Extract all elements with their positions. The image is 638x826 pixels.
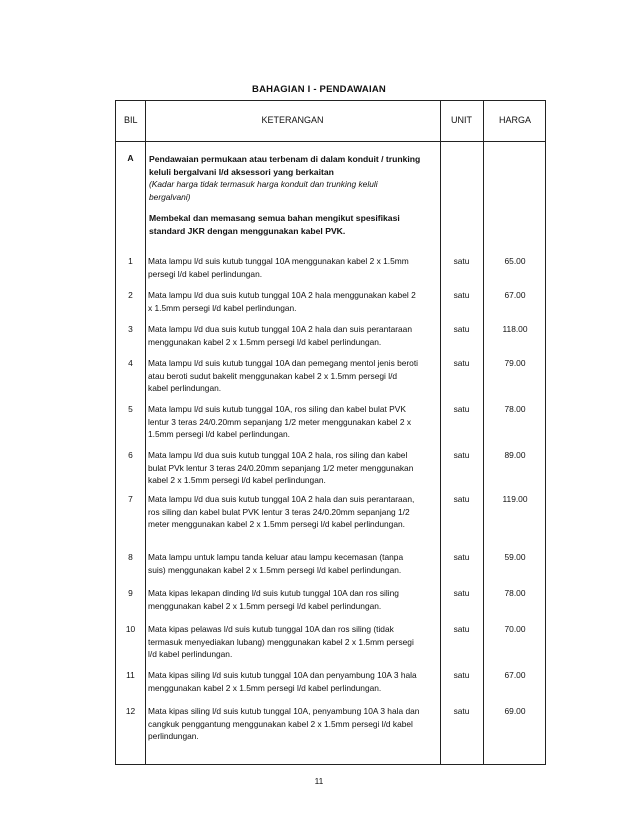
item-unit: satu xyxy=(453,706,470,716)
header-keterangan: KETERANGAN xyxy=(261,115,324,125)
description-line: x 1.5mm persegi l/d kabel perlindungan. xyxy=(148,302,297,313)
description-line: lentur 3 teras 24/0.20mm sepanjang 1/2 meter menggunakan kabel 2 x xyxy=(148,416,412,427)
description-line: persegi l/d kabel perlindungan. xyxy=(148,268,263,279)
item-unit: satu xyxy=(453,624,470,634)
item-number: 5 xyxy=(128,404,133,414)
description-line: perlindungan. xyxy=(148,731,199,741)
description-line: cangkuk penggantung menggunakan kabel 2 x 1.5mm persegi l/d kabel xyxy=(148,718,413,729)
section-note: (Kadar harga tidak termasuk harga konduit dan trunking keluli bergalvani) xyxy=(149,179,378,202)
description-line: bulat PVk lentur 3 teras 24/0.20mm sepanjang 1/2 meter menggunakan xyxy=(148,462,414,473)
item-description xyxy=(148,403,438,441)
item-unit: satu xyxy=(453,670,470,680)
description-line: Mata kipas siling l/d suis kutub tunggal 10A dan penyambung 10A 3 hala xyxy=(148,670,417,680)
section-heading: Pendawaian permukaan atau terbenam di dalam konduit / trunking keluli bergalvani l/d aksessori yang berkaitan xyxy=(149,154,421,177)
description-line: kabel 2 x 1.5mm persegi l/d kabel perlindungan. xyxy=(148,475,326,485)
item-description xyxy=(148,623,438,661)
item-number: 7 xyxy=(128,494,133,504)
description-line: menggunakan kabel 2 x 1.5mm persegi l/d kabel perlindungan. xyxy=(148,336,382,347)
item-description xyxy=(148,255,438,280)
item-number: 3 xyxy=(128,324,133,334)
description-line: Mata lampu l/d suis kutub tunggal 10A, ros siling dan kabel bulat PVK xyxy=(148,404,406,414)
item-unit: satu xyxy=(453,290,470,300)
item-unit: satu xyxy=(453,256,470,266)
item-unit: satu xyxy=(453,588,470,598)
section-spec: Membekal dan memasang semua bahan mengikut spesifikasi standard JKR dengan menggunakan kabel PVK. xyxy=(149,213,400,236)
item-price: 70.00 xyxy=(504,624,526,634)
description-line: suis) menggunakan kabel 2 x 1.5mm persegi l/d kabel perlindungan. xyxy=(148,564,402,575)
item-number: 6 xyxy=(128,450,133,460)
item-price: 79.00 xyxy=(504,358,526,368)
item-description xyxy=(148,587,438,612)
section-id: A xyxy=(127,153,134,163)
item-description xyxy=(148,493,438,531)
item-description xyxy=(148,669,438,694)
item-number: 8 xyxy=(128,552,133,562)
item-description xyxy=(148,289,438,314)
item-unit: satu xyxy=(453,324,470,334)
item-number: 4 xyxy=(128,358,133,368)
item-price: 67.00 xyxy=(504,670,526,680)
item-number: 9 xyxy=(128,588,133,598)
description-line: Mata lampu l/d dua suis kutub tunggal 10A 2 hala dan suis perantaraan, xyxy=(148,494,415,504)
item-number: 2 xyxy=(128,290,133,300)
column-divider xyxy=(145,101,146,764)
description-line: Mata kipas siling l/d suis kutub tunggal 10A, penyambung 10A 3 hala dan xyxy=(148,706,420,716)
page-title: BAHAGIAN I - PENDAWAIAN xyxy=(252,84,386,95)
item-unit: satu xyxy=(453,494,470,504)
column-divider xyxy=(440,101,441,764)
item-price: 65.00 xyxy=(504,256,526,266)
description-line: Mata kipas lekapan dinding l/d suis kutub tunggal 10A dan ros siling xyxy=(148,588,399,598)
description-line: Mata lampu l/d dua suis kutub tunggal 10A 2 hala menggunakan kabel 2 xyxy=(148,290,416,300)
item-price: 119.00 xyxy=(502,494,528,504)
item-description xyxy=(148,323,438,348)
description-line: ros siling dan kabel bulat PVK lentur 3 teras 24/0.20mm sepanjang 1/2 xyxy=(148,506,410,517)
item-price: 118.00 xyxy=(502,324,528,334)
header-harga: HARGA xyxy=(498,115,531,125)
page-number: 11 xyxy=(314,776,324,786)
description-line: menggunakan kabel 2 x 1.5mm persegi l/d kabel perlindungan. xyxy=(148,682,382,693)
description-line: l/d kabel perlindungan. xyxy=(148,649,233,659)
item-price: 78.00 xyxy=(504,588,526,598)
item-price: 59.00 xyxy=(504,552,526,562)
item-price: 89.00 xyxy=(504,450,526,460)
description-line: kabel perlindungan. xyxy=(148,383,222,393)
item-description xyxy=(148,357,438,395)
price-table xyxy=(115,100,546,765)
description-line: Mata lampu l/d suis kutub tunggal 10A dan pemegang mentol jenis beroti xyxy=(148,358,419,368)
item-number: 10 xyxy=(125,624,136,634)
item-price: 67.00 xyxy=(504,290,526,300)
description-line: atau beroti sudut bakelit menggunakan kabel 2 x 1.5mm persegi l/d xyxy=(148,370,398,381)
description-line: Mata kipas pelawas l/d suis kutub tunggal 10A dan ros siling (tidak xyxy=(148,624,394,634)
item-price: 69.00 xyxy=(504,706,526,716)
header-divider xyxy=(116,141,545,142)
description-line: 1.5mm persegi l/d kabel perlindungan. xyxy=(148,429,290,439)
description-line: meter menggunakan kabel 2 x 1.5mm persegi l/d kabel perlindungan. xyxy=(148,519,405,529)
item-price: 78.00 xyxy=(504,404,526,414)
description-line: menggunakan kabel 2 x 1.5mm persegi l/d kabel perlindungan. xyxy=(148,600,382,611)
item-number: 1 xyxy=(128,256,133,266)
item-description xyxy=(148,551,438,576)
header-bil: BIL xyxy=(124,115,138,125)
description-line: Mata lampu untuk lampu tanda keluar atau lampu kecemasan (tanpa xyxy=(148,552,404,562)
column-divider xyxy=(483,101,484,764)
item-description xyxy=(148,705,438,743)
item-number: 12 xyxy=(125,706,136,716)
description-line: Mata lampu l/d dua suis kutub tunggal 10A 2 hala, ros siling dan kabel xyxy=(148,450,408,460)
item-unit: satu xyxy=(453,552,470,562)
description-line: Mata lampu l/d suis kutub tunggal 10A menggunakan kabel 2 x 1.5mm xyxy=(148,256,409,266)
item-unit: satu xyxy=(453,404,470,414)
item-unit: satu xyxy=(453,358,470,368)
item-description xyxy=(148,449,438,487)
description-line: termasuk menyediakan lubang) menggunakan kabel 2 x 1.5mm persegi xyxy=(148,636,414,647)
description-line: Mata lampu l/d dua suis kutub tunggal 10A 2 hala dan suis perantaraan xyxy=(148,324,412,334)
item-number: 11 xyxy=(126,670,135,680)
item-unit: satu xyxy=(453,450,470,460)
header-unit: UNIT xyxy=(451,115,472,125)
